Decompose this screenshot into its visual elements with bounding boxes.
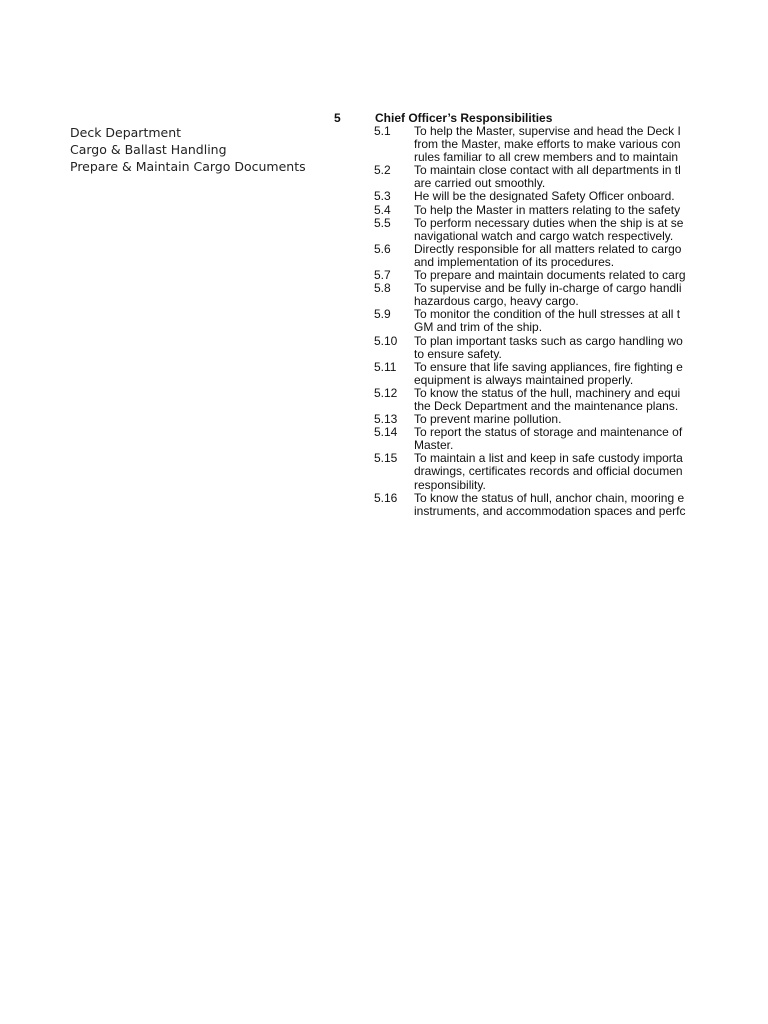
item-text-line: rules familiar to all crew members and to maintain [414,150,679,165]
item-text-line: Directly responsible for all matters related to cargo [414,241,682,256]
responsibility-list [374,125,686,518]
item-number: 5.15 [374,451,398,466]
item-text [414,217,683,243]
item-number: 5.1 [374,124,391,138]
item-number: 5.5 [374,215,391,230]
side-note-cargo-documents: Prepare & Maintain Cargo Documents [70,159,306,174]
item-text [414,492,685,518]
item-text-line: To monitor the condition of the hull stresses at all t [414,307,681,322]
section-heading [334,111,552,125]
side-notes [70,124,306,175]
side-note-deck-department: Deck Department [70,125,182,140]
item-text-line: instruments, and accommodation spaces and perfc [414,503,686,518]
scanned-document-excerpt [326,108,698,538]
list-item [374,282,686,308]
section-title: Chief Officer’s Responsibilities [375,111,553,125]
list-item [374,204,686,217]
item-text-line: hazardous cargo, heavy cargo. [414,294,579,309]
item-number: 5.12 [374,385,398,400]
list-item [374,335,686,361]
item-text-line: To help the Master, supervise and head the Deck I [414,124,681,138]
item-text-line: To report the status of storage and maintenance of [414,425,683,440]
item-text-line: To know the status of hull, anchor chain, mooring e [414,490,685,505]
item-text [414,243,681,269]
item-text [414,204,680,217]
item-text [414,308,680,334]
item-text-line: responsibility. [414,477,486,492]
list-item [374,308,686,334]
item-text-line: drawings, certificates records and official documen [414,464,683,479]
list-item [374,387,686,413]
item-text [414,190,675,203]
item-text [414,335,683,361]
item-number: 5.6 [374,241,391,256]
item-text-line: To prepare and maintain documents related to carg [414,268,686,283]
item-text-line: To maintain a list and keep in safe custody importa [414,451,683,466]
item-text-line: GM and trim of the ship. [414,320,543,335]
section-number: 5 [334,111,341,125]
item-text [414,282,682,308]
item-text [414,452,683,491]
item-text-line: equipment is always maintained properly. [414,372,634,387]
item-number: 5.7 [374,268,391,283]
item-number: 5.14 [374,425,398,440]
item-number: 5.10 [374,333,398,348]
item-number: 5.9 [374,307,391,322]
list-item [374,452,686,491]
item-number: 5.8 [374,281,391,296]
item-text [414,164,681,190]
item-text-line: the Deck Department and the maintenance plans. [414,398,679,413]
item-text-line: To help the Master in matters relating to the safety [414,202,681,217]
item-number: 5.13 [374,412,398,427]
item-number: 5.4 [374,202,391,217]
item-text [414,387,680,413]
item-text-line: To maintain close contact with all departments in tl [414,163,681,178]
list-item [374,164,686,190]
list-item [374,243,686,269]
item-text-line: Master. [414,438,454,453]
list-item [374,426,686,452]
item-text-line: To plan important tasks such as cargo handling wo [414,333,683,348]
item-number: 5.3 [374,189,391,204]
item-number: 5.2 [374,163,391,178]
item-text-line: To prevent marine pollution. [414,412,562,427]
side-note-cargo-ballast: Cargo & Ballast Handling [70,142,227,157]
item-text-line: and implementation of its procedures. [414,254,615,269]
list-item [374,190,686,203]
item-text-line: are carried out smoothly. [414,176,546,191]
list-item [374,361,686,387]
item-text-line: to ensure safety. [414,346,502,361]
item-text [414,361,683,387]
list-item [374,125,686,164]
item-text-line: To perform necessary duties when the ship is at se [414,215,684,230]
item-text-line: from the Master, make efforts to make various con [414,137,681,152]
list-item [374,217,686,243]
list-item [374,492,686,518]
item-text [414,125,681,164]
item-text-line: To supervise and be fully in-charge of cargo handli [414,281,682,296]
item-text-line: To know the status of the hull, machinery and equi [414,385,681,400]
item-text-line: He will be the designated Safety Officer onboard. [414,189,675,204]
item-text [414,426,682,452]
item-text-line: To ensure that life saving appliances, fire fighting e [414,359,683,374]
item-number: 5.11 [374,359,397,374]
item-number: 5.16 [374,490,398,505]
item-text-line: navigational watch and cargo watch respectively. [414,228,674,243]
